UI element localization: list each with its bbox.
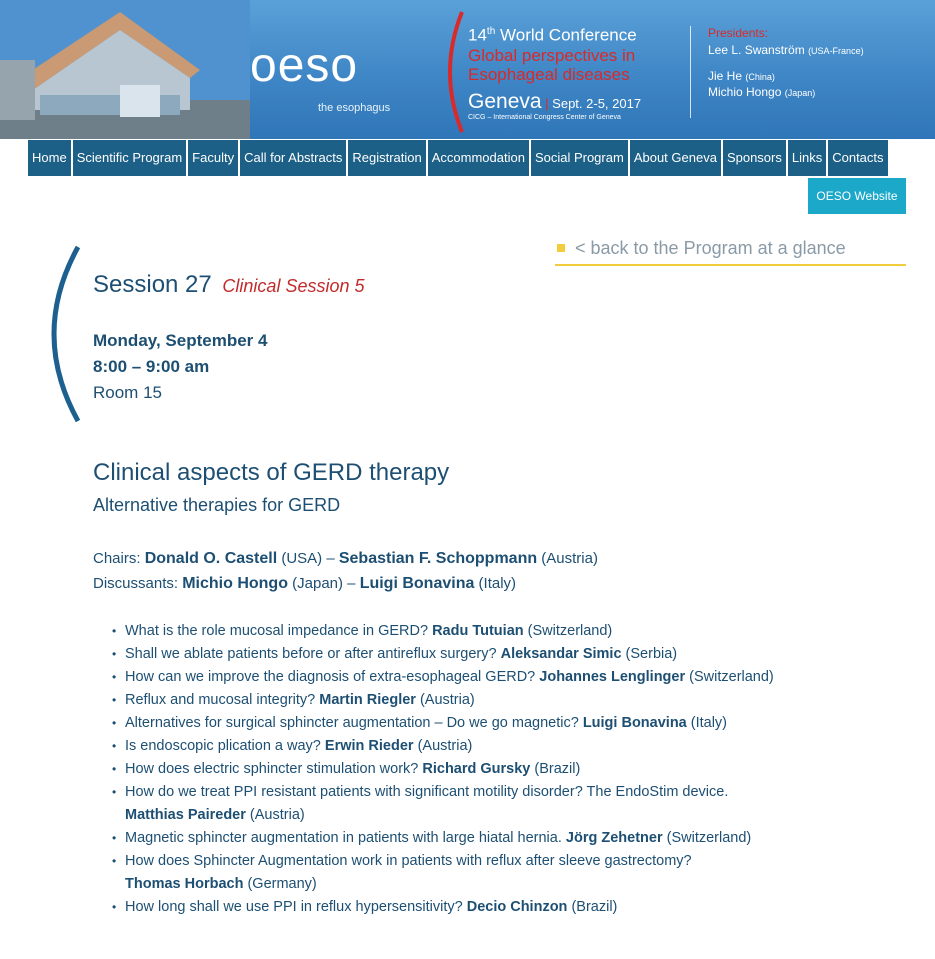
- nav-contacts[interactable]: Contacts: [828, 140, 887, 176]
- nav-scientific-program[interactable]: Scientific Program: [73, 140, 186, 176]
- list-item: • How long shall we use PPI in reflux hypersensitivity? Decio Chinzon (Brazil): [112, 896, 912, 919]
- session-time: 8:00 – 9:00 am: [93, 357, 210, 376]
- list-item: • Magnetic sphincter augmentation in patients with large hiatal hernia. Jörg Zehetner (Switzerland): [112, 827, 912, 850]
- back-to-program-link[interactable]: [555, 238, 906, 266]
- list-item: • Alternatives for surgical sphincter augmentation – Do we go magnetic? Luigi Bonavina (Italy): [112, 712, 912, 735]
- header-divider: [690, 26, 691, 118]
- session-schedule: [93, 328, 267, 406]
- nav-social-program[interactable]: Social Program: [531, 140, 628, 176]
- blue-arc-decoration: [40, 245, 80, 423]
- square-bullet-icon: [557, 244, 565, 252]
- main-nav: [28, 140, 890, 176]
- nav-faculty[interactable]: Faculty: [188, 140, 238, 176]
- session-label: Session 27: [93, 271, 212, 298]
- nav-home[interactable]: Home: [28, 140, 71, 176]
- list-item: • How does Sphincter Augmentation work in patients with reflux after sleeve gastrectomy? Thomas Horbach (Germany): [112, 850, 912, 896]
- conference-title: 14th World Conference Global perspectives in Esophageal diseases Geneva | Sept. 2-5, 2017 CICG – International Congress Center of Geneva: [468, 25, 642, 121]
- nav-about-geneva[interactable]: About Geneva: [630, 140, 721, 176]
- session-day: Monday, September 4: [93, 331, 268, 350]
- presidents-block: Presidents: Lee L. Swanström (USA-France) Jie He (China) Michio Hongo (Japan): [708, 26, 864, 99]
- list-item: • What is the role mucosal impedance in GERD? Radu Tutuian (Switzerland): [112, 620, 912, 643]
- logo-tagline: the esophagus: [318, 102, 391, 114]
- session-people: [93, 546, 598, 596]
- nav-accommodation[interactable]: Accommodation: [428, 140, 529, 176]
- oeso-website-button[interactable]: OESO Website: [808, 178, 906, 214]
- session-room: Room 15: [93, 383, 162, 402]
- list-item: • How do we treat PPI resistant patients with significant motility disorder? The EndoStim device. Matthias Paireder (Austria): [112, 781, 912, 827]
- chairs-line: Chairs: Donald O. Castell (USA) – Sebastian F. Schoppmann (Austria): [93, 550, 598, 567]
- list-item: • Reflux and mucosal integrity? Martin Riegler (Austria): [112, 689, 912, 712]
- discussants-line: Discussants: Michio Hongo (Japan) – Luigi Bonavina (Italy): [93, 575, 517, 592]
- session-subtitle: Clinical Session 5: [222, 276, 365, 296]
- oeso-logo[interactable]: oeso: [250, 39, 359, 92]
- red-arc-decoration: [436, 10, 466, 135]
- nav-registration[interactable]: Registration: [348, 140, 425, 176]
- list-item: • Shall we ablate patients before or after antireflux surgery? Aleksandar Simic (Serbia): [112, 643, 912, 666]
- nav-links[interactable]: Links: [788, 140, 826, 176]
- nav-sponsors[interactable]: Sponsors: [723, 140, 786, 176]
- back-link-label: < back to the Program at a glance: [575, 238, 846, 258]
- talks-list: [112, 620, 912, 919]
- session-heading: [93, 271, 365, 299]
- topic-title: Clinical aspects of GERD therapy: [93, 459, 450, 486]
- header-banner: [0, 0, 935, 139]
- nav-call-for-abstracts[interactable]: Call for Abstracts: [240, 140, 346, 176]
- topic-subtitle: Alternative therapies for GERD: [93, 495, 341, 515]
- list-item: • Is endoscopic plication a way? Erwin Rieder (Austria): [112, 735, 912, 758]
- list-item: • How can we improve the diagnosis of extra-esophageal GERD? Johannes Lenglinger (Switzerland): [112, 666, 912, 689]
- conference-center-photo: [0, 0, 250, 139]
- list-item: • How does electric sphincter stimulation work? Richard Gursky (Brazil): [112, 758, 912, 781]
